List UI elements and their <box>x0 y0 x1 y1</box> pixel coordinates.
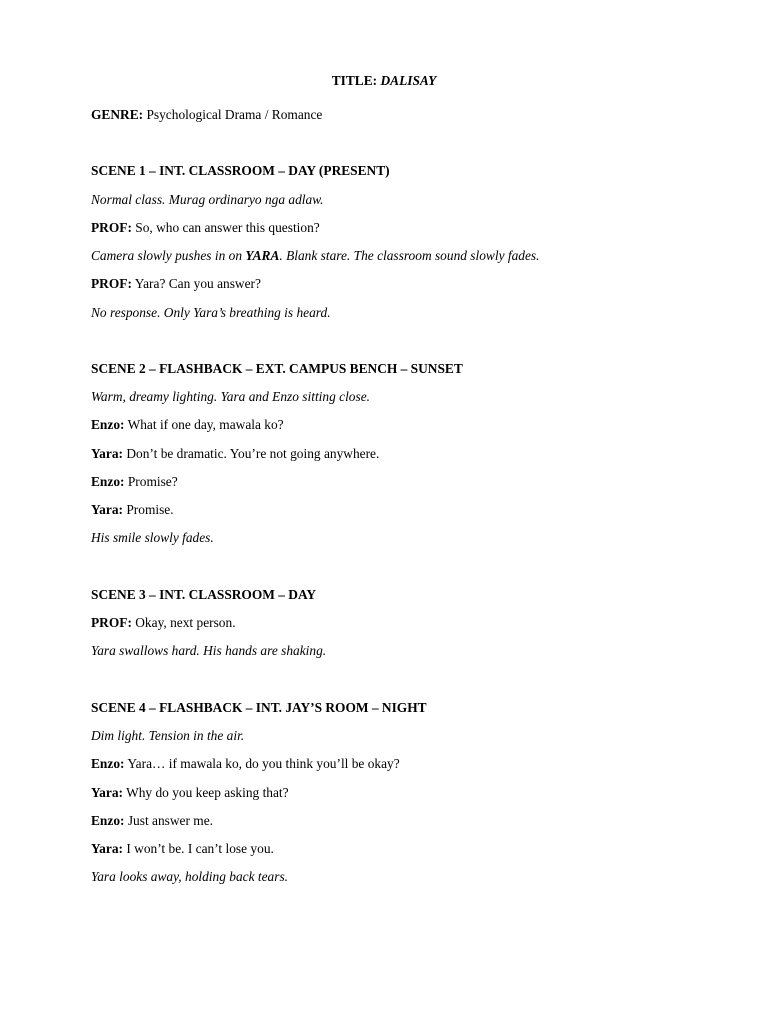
dialogue-line <box>91 814 213 827</box>
dialogue-text: What if one day, mawala ko? <box>127 417 284 432</box>
scene-heading: SCENE 4 – FLASHBACK – INT. JAY’S ROOM – NIGHT <box>91 700 427 715</box>
dialogue-line <box>91 842 274 855</box>
speaker-name: PROF: <box>91 220 132 235</box>
speaker-name: PROF: <box>91 615 132 630</box>
action-line: Camera slowly pushes in on YARA. Blank stare. The classroom sound slowly fades. <box>91 248 540 263</box>
dialogue-line <box>91 221 320 234</box>
speaker-name: Enzo: <box>91 756 125 771</box>
action-line: Yara swallows hard. His hands are shaking. <box>91 643 327 658</box>
dialogue-text: Yara? Can you answer? <box>134 276 261 291</box>
dialogue-line <box>91 418 284 431</box>
scene-heading: SCENE 3 – INT. CLASSROOM – DAY <box>91 587 317 602</box>
dialogue-line <box>91 757 400 770</box>
dialogue-text: Okay, next person. <box>135 615 236 630</box>
speaker-name: Yara: <box>91 841 123 856</box>
action-line: No response. Only Yara’s breathing is heard. <box>91 305 331 320</box>
action-line: Yara looks away, holding back tears. <box>91 869 289 884</box>
dialogue-text: Just answer me. <box>127 813 214 828</box>
dialogue-line <box>91 786 289 799</box>
dialogue-line <box>91 277 261 290</box>
character-name: YARA <box>245 248 280 263</box>
speaker-name: PROF: <box>91 276 132 291</box>
scene-heading: SCENE 1 – INT. CLASSROOM – DAY (PRESENT) <box>91 163 390 178</box>
script-title <box>0 74 768 87</box>
title-value: DALISAY <box>380 73 437 88</box>
speaker-name: Yara: <box>91 502 123 517</box>
dialogue-text: Promise? <box>127 474 178 489</box>
speaker-name: Yara: <box>91 446 123 461</box>
dialogue-line <box>91 447 379 460</box>
dialogue-text: Why do you keep asking that? <box>126 785 289 800</box>
dialogue-text: Promise. <box>126 502 174 517</box>
action-line: Dim light. Tension in the air. <box>91 728 245 743</box>
dialogue-line <box>91 475 178 488</box>
speaker-name: Enzo: <box>91 813 125 828</box>
speaker-name: Enzo: <box>91 474 125 489</box>
dialogue-text: Don’t be dramatic. You’re not going anywhere. <box>126 446 380 461</box>
speaker-name: Enzo: <box>91 417 125 432</box>
action-line: Warm, dreamy lighting. Yara and Enzo sitting close. <box>91 389 370 404</box>
dialogue-text: I won’t be. I can’t lose you. <box>126 841 274 856</box>
speaker-name: Yara: <box>91 785 123 800</box>
scene-heading: SCENE 2 – FLASHBACK – EXT. CAMPUS BENCH – SUNSET <box>91 361 463 376</box>
dialogue-text: Yara… if mawala ko, do you think you’ll be okay? <box>127 756 400 771</box>
dialogue-line <box>91 503 174 516</box>
title-label: TITLE: <box>331 73 378 88</box>
action-line: Normal class. Murag ordinaryo nga adlaw. <box>91 192 324 207</box>
genre-label: GENRE: <box>91 107 144 122</box>
dialogue-line <box>91 616 236 629</box>
dialogue-text: So, who can answer this question? <box>135 220 320 235</box>
action-line: His smile slowly fades. <box>91 530 214 545</box>
genre-line <box>91 108 322 121</box>
genre-value: Psychological Drama / Romance <box>146 107 323 122</box>
